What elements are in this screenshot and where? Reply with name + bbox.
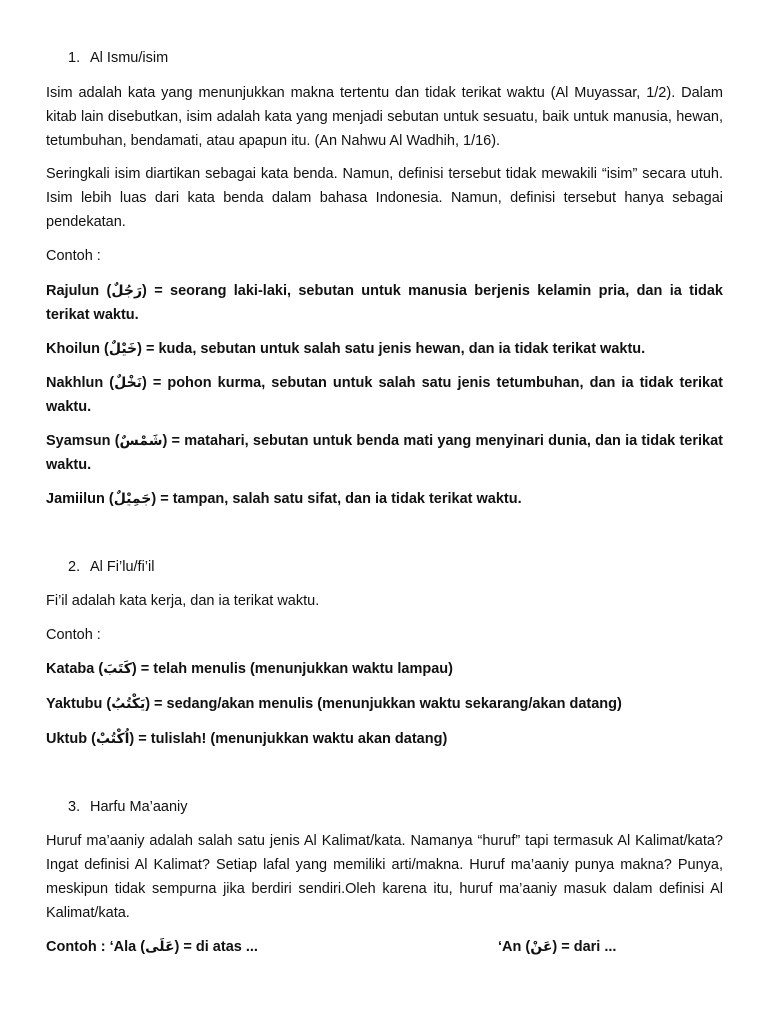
section-1-paragraph-1: Isim adalah kata yang menunjukkan makna tertentu dan tidak terikat waktu (Al Muyassar, 1/2). Dalam kitab lain disebutkan, isim adalah kata yang menjadi sebutan untuk sesuatu, baik untuk manusia, hewan, tetumbuhan, bendamati, atau apapun itu. (An Nahwu Al Wadhih, 1/16). — [46, 85, 723, 149]
arabic-rajulun: رَجُلٌ — [111, 283, 143, 299]
example-ala: Contoh : ‘Ala (عَلَى) = di atas ... ‘An (عَنْ) = dari ... — [46, 935, 723, 959]
section-2-number: 2. — [68, 559, 81, 575]
example-an: ‘An (عَنْ) = dari ... — [498, 939, 617, 955]
arabic-syamsun: شَمْسٌ — [119, 433, 163, 449]
section-3-paragraph-1: Huruf ma’aaniy adalah salah satu jenis Al Kalimat/kata. Namanya “huruf” tapi termasuk Al Kalimat/kata? Ingat definisi Al Kalimat? Setiap lafal yang memiliki arti/makna. Huruf ma’aaniy punya makna? Punya, meskipun tidak sempurna jika berdiri sendiri.Oleh karena itu, huruf ma’aaniy masuk dalam definisi Al Kalimat/kata. — [46, 833, 723, 921]
example-yaktubu: Yaktubu (يَكْتُبُ) = sedang/akan menulis (menunjukkan waktu sekarang/akan datang) — [46, 696, 622, 712]
arabic-kataba: كَتَبَ — [103, 661, 132, 677]
section-1-contoh-label: Contoh : — [46, 248, 101, 264]
section-1-heading — [68, 48, 168, 68]
arabic-uktub: اُكْتُبْ — [95, 731, 130, 747]
example-kataba: Kataba (كَتَبَ) = telah menulis (menunjukkan waktu lampau) — [46, 661, 453, 677]
arabic-khoilun: خَيْلٌ — [108, 341, 138, 357]
section-2-heading — [68, 557, 154, 577]
section-3-number: 3. — [68, 799, 81, 815]
section-1-paragraph-2: Seringkali isim diartikan sebagai kata benda. Namun, definisi tersebut tidak mewakili “isim” secara utuh. Isim lebih luas dari kata benda dalam bahasa Indonesia. Namun, definisi tersebut hanya sebagai pendekatan. — [46, 166, 723, 230]
section-2-paragraph-1: Fi’il adalah kata kerja, dan ia terikat waktu. — [46, 593, 320, 609]
example-nakhlun: Nakhlun (نَخْلٌ) = pohon kurma, sebutan untuk salah satu jenis tetumbuhan, dan ia tidak terikat waktu. — [46, 375, 723, 415]
section-1-title: Al Ismu/isim — [90, 50, 169, 66]
section-3-heading — [68, 797, 188, 817]
example-jamiilun: Jamiilun (جَمِيْلٌ) = tampan, salah satu sifat, dan ia tidak terikat waktu. — [46, 491, 522, 507]
example-uktub: Uktub (اُكْتُبْ) = tulislah! (menunjukkan waktu akan datang) — [46, 731, 448, 747]
example-syamsun: Syamsun (شَمْسٌ) = matahari, sebutan untuk benda mati yang menyinari dunia, dan ia tidak terikat waktu. — [46, 433, 723, 473]
arabic-an: عَنْ — [530, 939, 553, 955]
arabic-ala: عَلَى — [145, 939, 175, 955]
section-2-contoh-label: Contoh : — [46, 627, 101, 643]
section-1-number: 1. — [68, 50, 81, 66]
section-2-title: Al Fi’lu/fi’il — [90, 559, 155, 575]
section-3-title: Harfu Ma’aaniy — [90, 799, 188, 815]
arabic-nakhlun: نَخْلٌ — [114, 375, 142, 391]
arabic-jamiilun: جَمِيْلٌ — [113, 491, 152, 507]
example-rajulun: Rajulun (رَجُلٌ) = seorang laki-laki, sebutan untuk manusia berjenis kelamin pria, dan ia tidak terikat waktu. — [46, 283, 723, 323]
arabic-yaktubu: يَكْتُبُ — [111, 696, 146, 712]
example-khoilun: Khoilun (خَيْلٌ) = kuda, sebutan untuk salah satu jenis hewan, dan ia tidak terikat waktu. — [46, 341, 646, 357]
